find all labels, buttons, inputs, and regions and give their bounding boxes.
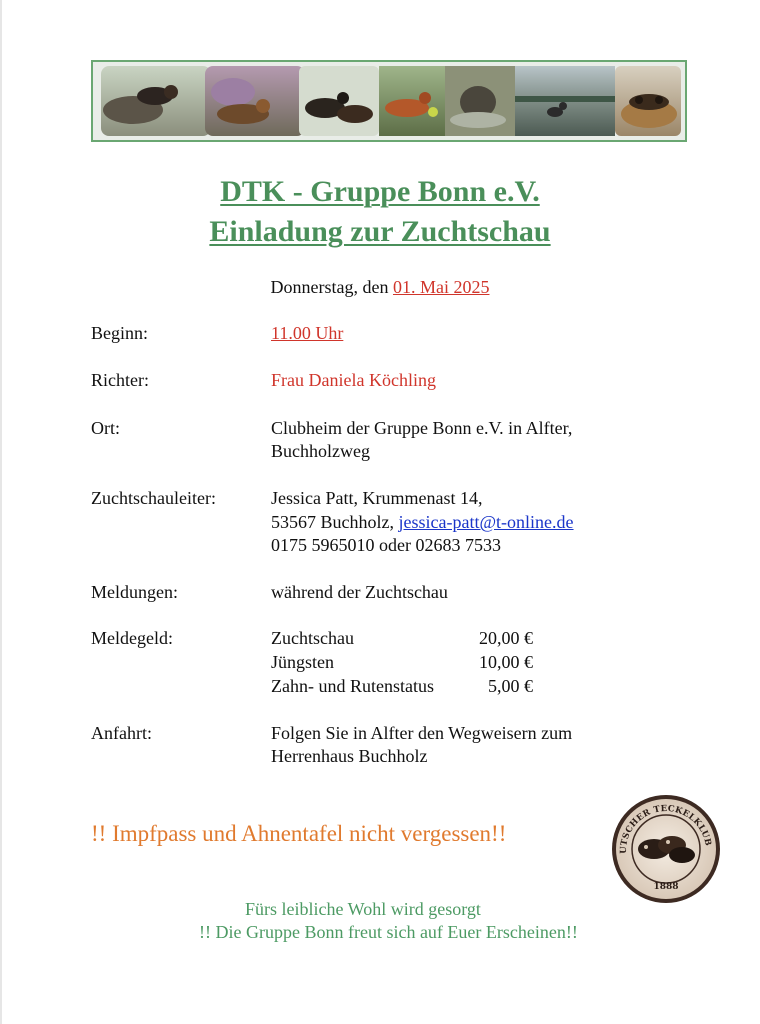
reminder-warning: !! Impfpass und Ahnentafel nicht vergessen!! <box>91 821 507 846</box>
anfahrt-label: Anfahrt: <box>91 723 152 743</box>
ort-line-1: Clubheim der Gruppe Bonn e.V. in Alfter, <box>271 418 573 438</box>
banner-photo-collage <box>91 60 687 142</box>
leiter-phone: 0175 5965010 oder 02683 7533 <box>271 535 501 555</box>
leiter-line-2 <box>271 510 574 534</box>
event-date-value: 01. Mai 2025 <box>392 277 490 297</box>
leiter-label: Zuchtschauleiter: <box>91 488 216 508</box>
page-edge <box>0 0 2 1024</box>
teckelklub-seal-icon <box>610 793 722 905</box>
fee-row <box>271 674 533 698</box>
seal-year: 1888 <box>653 882 679 892</box>
event-date-prefix: Donnerstag, den <box>270 277 393 297</box>
leiter-address: 53567 Buchholz, <box>271 512 399 532</box>
footer-welcome-note: !! Die Gruppe Bonn freut sich auf Euer Erscheinen!! <box>199 922 578 942</box>
meldungen-label: Meldungen: <box>91 582 178 602</box>
fee-name: Jüngsten <box>271 652 334 672</box>
fee-amount: 5,00 € <box>488 676 533 696</box>
anfahrt-line-2: Herrenhaus Buchholz <box>271 746 428 766</box>
richter-label: Richter: <box>91 370 149 390</box>
event-date <box>0 276 760 298</box>
ort-label: Ort: <box>91 418 120 438</box>
fee-amount: 10,00 € <box>479 652 533 672</box>
ort-line-2: Buchholzweg <box>271 441 370 461</box>
meldegeld-label: Meldegeld: <box>91 628 173 648</box>
dachshund-collage-image <box>93 62 685 140</box>
fee-name: Zuchtschau <box>271 628 354 648</box>
leiter-line-1: Jessica Patt, Krummenast 14, <box>271 488 483 508</box>
beginn-label: Beginn: <box>91 323 148 343</box>
richter-value: Frau Daniela Köchling <box>271 370 436 390</box>
fee-name: Zahn- und Rutenstatus <box>271 676 434 696</box>
meldungen-value: während der Zuchtschau <box>271 582 448 602</box>
club-seal-logo <box>610 793 722 905</box>
fee-amount: 20,00 € <box>479 628 533 648</box>
page-subtitle: Einladung zur Zuchtschau <box>209 215 551 248</box>
svg-text:DEUTSCHER TECKELKLUB E.V.: UTSCHER TECKELKLUB <box>618 803 713 854</box>
anfahrt-line-1: Folgen Sie in Alfter den Wegweisern zum <box>271 723 573 743</box>
footer-catering-note: Fürs leibliche Wohl wird gesorgt <box>245 899 481 919</box>
page-title: DTK - Gruppe Bonn e.V. <box>220 175 540 208</box>
beginn-value: 11.00 Uhr <box>271 323 344 343</box>
fee-row <box>271 650 533 674</box>
fee-row <box>271 626 533 650</box>
email-link[interactable]: jessica-patt@t-online.de <box>398 512 574 532</box>
